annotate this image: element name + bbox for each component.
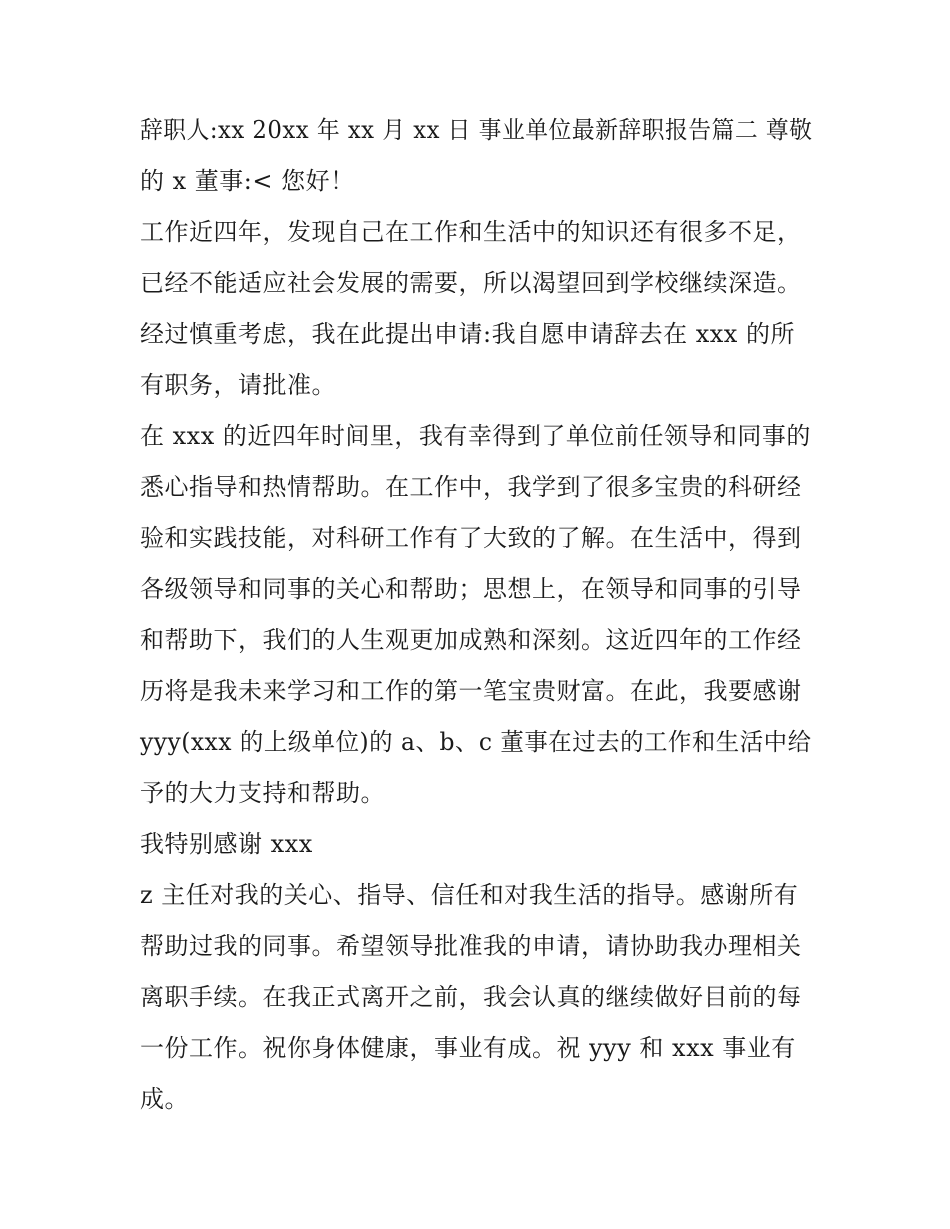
text-line: 有职务，请批准。 bbox=[140, 371, 336, 399]
text-line: 辞职人:xx 20xx 年 xx 月 xx 日 事业单位最新辞职报告篇二 尊敬 bbox=[140, 116, 813, 144]
text-line: 帮助过我的同事。希望领导批准我的申请，请协助我办理相关 bbox=[140, 932, 802, 960]
text-line: 在 xxx 的近四年时间里，我有幸得到了单位前任领导和同事的 bbox=[140, 422, 811, 450]
text-line: 的 x 董事:< 您好！ bbox=[140, 167, 355, 195]
text-line: 经过慎重考虑，我在此提出申请:我自愿申请辞去在 xxx 的所 bbox=[140, 320, 795, 348]
text-line: 各级领导和同事的关心和帮助；思想上，在领导和同事的引导 bbox=[140, 575, 802, 603]
text-line: 成。 bbox=[140, 1085, 189, 1113]
text-line: 悉心指导和热情帮助。在工作中，我学到了很多宝贵的科研经 bbox=[140, 473, 802, 501]
text-line: 一份工作。祝你身体健康，事业有成。祝 yyy 和 xxx 事业有 bbox=[140, 1034, 796, 1062]
text-line: 和帮助下，我们的人生观更加成熟和深刻。这近四年的工作经 bbox=[140, 626, 802, 654]
text-line: 历将是我未来学习和工作的第一笔宝贵财富。在此，我要感谢 bbox=[140, 677, 802, 705]
text-line: 工作近四年，发现自己在工作和生活中的知识还有很多不足， bbox=[140, 218, 802, 246]
text-line: 验和实践技能，对科研工作有了大致的了解。在生活中，得到 bbox=[140, 524, 802, 552]
text-line: 我特别感谢 xxx bbox=[140, 830, 313, 858]
text-line: z 主任对我的关心、指导、信任和对我生活的指导。感谢所有 bbox=[140, 881, 799, 909]
text-line: yyy(xxx 的上级单位)的 a、b、c 董事在过去的工作和生活中给 bbox=[140, 728, 812, 756]
text-line: 已经不能适应社会发展的需要，所以渴望回到学校继续深造。 bbox=[140, 269, 802, 297]
text-line: 离职手续。在我正式离开之前，我会认真的继续做好目前的每 bbox=[140, 983, 802, 1011]
text-line: 予的大力支持和帮助。 bbox=[140, 779, 385, 807]
